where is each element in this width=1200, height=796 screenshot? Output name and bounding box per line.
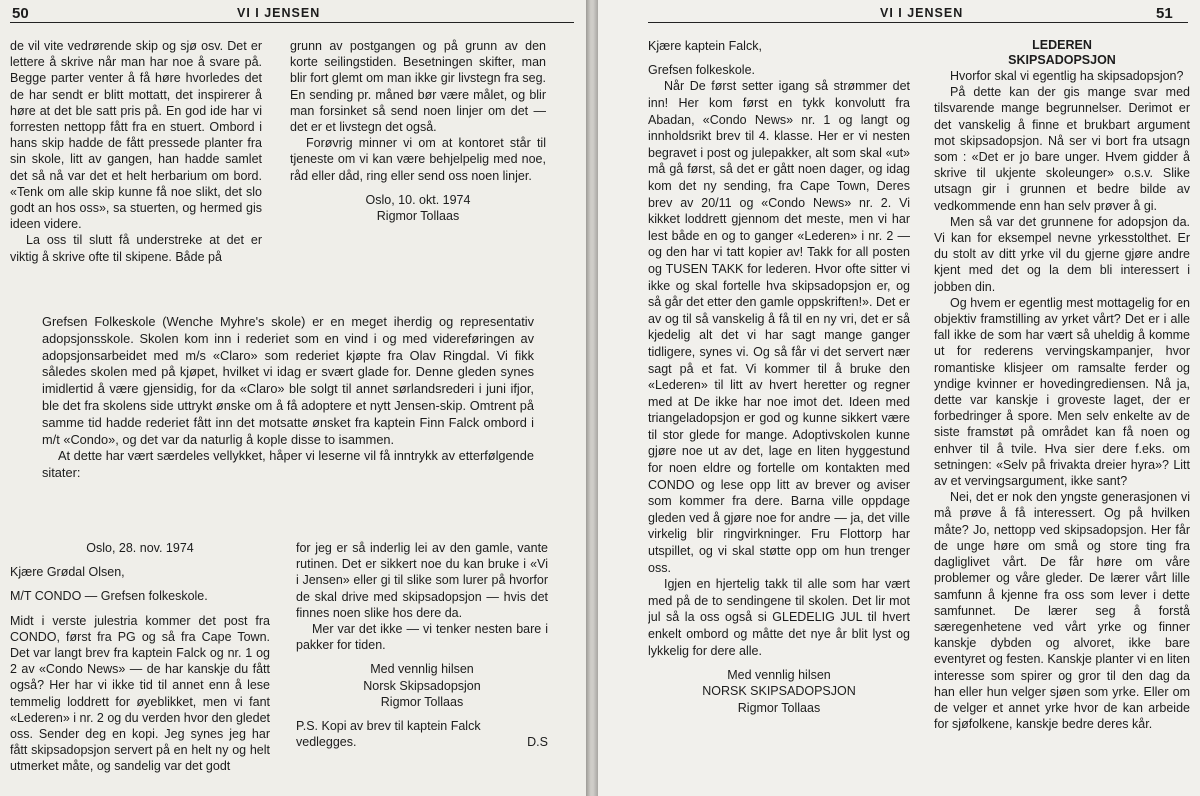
letter-column-1 (10, 540, 270, 796)
letter-organization: NORSK SKIPSADOPSJON (702, 684, 856, 699)
postscript-text: P.S. Kopi av brev til kaptein Falck vedlegges. (296, 719, 481, 750)
left-page (0, 0, 586, 796)
editorial-paragraph: Men så var det grunnene for adopsjon da. Vi kan for eksempel nevne yrkesstolthet. Er du stolt av ditt yrke vil du gjerne gjøre andre kjent med det og la dem bli interessert i jobben din. (934, 214, 1190, 294)
signature: Rigmor Tollaas (380, 694, 464, 709)
letter-body: Igjen en hjertelig takk til alle som har vært med på de to sendingene til skolen. Det lir mot jul så la oss også si GLEDELIG JUL til hvert enkelt ombord og måtte det nye år blit lyst og lykkelig for dere alle. (648, 577, 910, 658)
article-paragraph: La oss til slutt få understreke at det er viktig å skrive ofte til skipene. Både på (10, 233, 262, 264)
editorial-heading: SKIPSADOPSJON (1008, 53, 1116, 67)
letter-recipient: M/T CONDO — Grefsen folkeskole. (10, 589, 208, 604)
letter-greeting: Kjære kaptein Falck, (648, 39, 762, 53)
page-number: 50 (12, 5, 29, 22)
article-paragraph: At dette har vært særdeles vellykket, håper vi leserne vil få inntrykk av etterfølgende sitater: (42, 448, 534, 481)
article-column-2 (290, 38, 546, 278)
letter-column-2 (296, 540, 548, 796)
page-header-title: VI I JENSEN (237, 6, 321, 20)
signature: Rigmor Tollaas (376, 209, 460, 224)
letter-body: Midt i verste julestria kommer det post fra CONDO, først fra PG og så fra Cape Town. Det var langt brev fra kaptein Falck og nr. 1 og 2 av «Condo News» — de har kanskje du fått også? Her har vi ikke tid til annet enn å lese temmelig loddrett for øyeblikket, men vi fant «Lederen» i nr. 2 og du verden hvor den gledet oss. Sender deg en kopi. Jeg synes jeg har fått skipsadopsjon servert på en helt ny og helt utmerket måte, og sandelig var det godt (10, 613, 270, 774)
letter-closing: Med vennlig hilsen (727, 668, 831, 683)
article-paragraph: de vil vite vedrørende skip og sjø osv. Det er lettere å skrive når man har noe å svare på. Begge parter venter å få høre hvorledes det de har sendt er blitt mottatt, det inspirerer å høre at det ble satt pris på. En god ide har vi forresten nettopp fått fra en stuert. Ombord i hans skip hadde de fått pressede planter fra sin skole, litt av gangen, han hadde samlet det så nå var det et helt herbarium om bord. «Tenk om alle skip kunne få noe slikt, det slo godt an hos oss», sa stuerten, og hermed gis ideen videre. (10, 39, 262, 232)
letter-greeting: Kjære Grødal Olsen, (10, 565, 125, 580)
letter-body: Når De først setter igang så strømmer det inn! Her kom først en tykk konvolutt fra Abadan, «Condo News» nr. 1 og langt og innholdsrikt brev til 4. klasse. Her er vi nesten begravet i post og julepakker, alt som skal «ut» må gå først, så det er gått noen dager, og idag kom det ny sending, fra Cape Town, Deres brev av 20/11 og «Condo News» nr. 2. Vi kikket loddrett gjennom det meste, men vi har lest både en og to ganger «Lederen» i nr. 2 — og den har vi tatt kopier av! Takk for all posten og TUSEN TAKK for lederen. Hvor ofte sitter vi ikke og skal fortelle hva skipsadopsjon er, og så går det etter den gamle oppskriften!». Det er av og til så vanskelig å få til en ny vri, det er så kjedelig alt det vi har sagt mange ganger tidligere, synes vi. Og så får vi det servert nær sagt på et fat. Vi kommer til å bruke den «Lederen» til litt av hvert heretter og regner med at De ikke har noe imot det. Ideen med triangeladopsjon er god og kunne sikkert være til stor glede for mange. Adoptivskolen kunne gjøre noe ut av det, lage en liten hyggestund for noen eldre og fortelle om kontakten med CONDO og lese opp litt av brever og aviser som kommer fra dere. Barna ville oppdage gleden ved å gjøre noe for andre — ja, det ville virkelig blir ringvirkninger. Fru Flottorp har utspillet, og vi skal støtte opp om hun trenger oss. (648, 79, 910, 575)
editorial-column (934, 38, 1190, 792)
header-rule (10, 22, 574, 23)
signature: Rigmor Tollaas (737, 700, 821, 715)
postscript (296, 718, 548, 750)
letter-body: for jeg er så inderlig lei av den gamle, vante rutinen. Det er sikkert noe du kan bruke i «Vi i Jensen» eller gi til slike som lurer på hvorfor de skal drive med skipsadopsjon — hvis det finnes noen slike hos dere da. (296, 541, 548, 620)
letter-date: Oslo, 10. okt. 1974 (365, 192, 471, 207)
editorial-heading: LEDEREN (1032, 38, 1092, 52)
postscript-initials: D.S (527, 735, 548, 750)
editorial-paragraph: Og hvem er egentlig mest mottagelig for en objektiv framstilling av yrket vårt? Det er i alle fall ikke de som har vært så uheldig å komme ut for rederens vervingskampanjer, hvor romantiske klisjeer om ramsalte ferder og yndige kvinner er hovedingrediensen. Nå ja, dette var kanskje i groveste laget, der er forbedringer å spore. Men selv enkelte av de siste framstøt på området kan få noen og enhver til å tvile. Hva sier dere f.eks. om setningen: «Selv på frivakta dreier hyra»? Litt av et vervingsargument, ikke sant? (934, 295, 1190, 489)
page-header-title: VI I JENSEN (880, 6, 964, 20)
letter-sender: Grefsen folkeskole. (648, 63, 755, 78)
letter-closing: Med vennlig hilsen (370, 662, 474, 677)
page-number: 51 (1156, 5, 1173, 22)
right-page (598, 0, 1200, 796)
editorial-paragraph: Hvorfor skal vi egentlig ha skipsadopsjon? (950, 69, 1184, 83)
article-paragraph: grunn av postgangen og på grunn av den korte seilingstiden. Besetningen skifter, man blir fort glemt om man ikke gir livstegn fra seg. En sending pr. måned bør være målet, og blir man forsinket så send noen linjer om det — det er et livstegn det også. (290, 39, 546, 135)
editorial-paragraph: Nei, det er nok den yngste generasjonen vi må prøve å få interessert. Og på hvilken måte? Jo, nettopp ved skipsadopsjon. Her får de unge høre om små og store ting fra dagliglivet vårt. De får høre om våre problemer og våre gleder. De lærer vårt lille samfunn å kjenne fra oss som lever i dette samfunnet. De lærer seg å forstå særegenhetene ved vårt yrke og finner kanskje dybden og alvoret, ikke bare eventyret og festen. Kanskje planter vi en liten interesse som spirer og gror til den dag da han eller hun velger sjøen som yrke. Eller om de velger et annet yrke hvor de kan arbeide for sjøfolkene, kanskje bedre deres kår. (934, 490, 1190, 732)
article-paragraph: Grefsen Folkeskole (Wenche Myhre's skole) er en meget iherdig og representativ adopsjonsskole. Skolen kom inn i rederiet som en vind i og med videreføringen av adopsjonsarbeidet med m/s «Claro» som rederiet kjøpte fra Olav Ringdal. Vi fikk således skolen med på kjøpet, hvilket vi idag er svært glade for. Denne gleden synes imidlertid å være gjensidig, for da «Claro» ble solgt til annet sørlandsrederi i juni ifjor, ble det fra skolens side uttrykt ønske om å få adoptere et nytt Jensen-skip. Omtrent på samme tid hadde rederiet fått inn det motsatte ønsket fra kaptein Finn Falck ombord i m/t «Condo», og det var da naturlig å kople disse to isammen. (42, 314, 534, 447)
article-paragraph: Forøvrig minner vi om at kontoret står til tjeneste om vi kan være behjelpelig med noe, råd eller dåd, ring eller send oss noen linjer. (290, 136, 546, 183)
letter-column-right-1 (648, 38, 910, 792)
letter-body: Mer var det ikke — vi tenker nesten bare i pakker for tiden. (296, 622, 548, 653)
header-rule (648, 22, 1188, 23)
letter-date: Oslo, 28. nov. 1974 (86, 541, 194, 555)
intro-paragraph (42, 314, 534, 524)
article-column-1 (10, 38, 262, 278)
letter-organization: Norsk Skipsadopsjon (363, 678, 481, 693)
book-gutter (586, 0, 598, 796)
editorial-paragraph: På dette kan der gis mange svar med tilsvarende mange begrunnelser. Derimot er det vanskelig å finne et brukbart argument mot skipsadopsjon. Nå ser vi bort fra utsagn som : «Det er jo bare unger. Hvem gidder å skrive til ukjente skoleunger» o.s.v. Slike utsagn gir i grunnen et bedre bilde av vedkommende enn han selv prøver å gi. (934, 85, 1190, 213)
